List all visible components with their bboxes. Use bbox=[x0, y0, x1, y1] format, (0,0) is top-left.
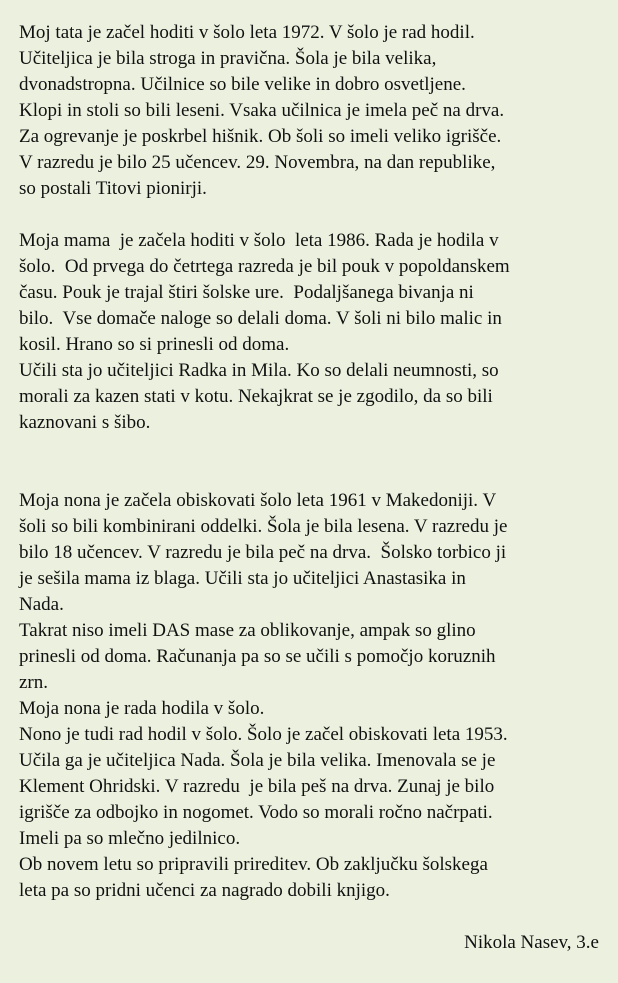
text-line: Takrat niso imeli DAS mase za oblikovanje, ampak so glino bbox=[19, 620, 476, 641]
paragraph-gap bbox=[19, 436, 601, 488]
text-line: je sešila mama iz blaga. Učili sta jo učiteljici Anastasika in bbox=[19, 568, 466, 589]
paragraph-gap bbox=[19, 202, 601, 228]
paragraph-mother bbox=[19, 228, 601, 436]
document-body bbox=[19, 20, 601, 904]
text-line: času. Pouk je trajal štiri šolske ure. Podaljšanega bivanja ni bbox=[19, 282, 474, 303]
text-line: šolo. Od prvega do četrtega razreda je bil pouk v popoldanskem bbox=[19, 256, 510, 277]
text-line: prinesli od doma. Računanja pa so se učili s pomočjo koruznih bbox=[19, 646, 496, 667]
text-line: Imeli pa so mlečno jedilnico. bbox=[19, 828, 241, 849]
text-line: Moja mama je začela hoditi v šolo leta 1986. Rada je hodila v bbox=[19, 230, 499, 251]
text-line: Klopi in stoli so bili leseni. Vsaka učilnica je imela peč na drva. bbox=[19, 100, 505, 121]
text-line: dvonadstropna. Učilnice so bile velike in dobro osvetljene. bbox=[19, 74, 466, 95]
text-line: šoli so bili kombinirani oddelki. Šola je bila lesena. V razredu je bbox=[19, 516, 508, 537]
text-line: zrn. bbox=[19, 672, 49, 693]
text-line: kaznovani s šibo. bbox=[19, 412, 151, 433]
text-line: Moja nona je začela obiskovati šolo leta 1961 v Makedoniji. V bbox=[19, 490, 497, 511]
text-line: V razredu je bilo 25 učencev. 29. Novembra, na dan republike, bbox=[19, 152, 496, 173]
text-line: igrišče za odbojko in nogomet. Vodo so morali ročno načrpati. bbox=[19, 802, 493, 823]
author-signature: Nikola Nasev, 3.e bbox=[464, 932, 599, 953]
text-line: Učila ga je učiteljica Nada. Šola je bila velika. Imenovala se je bbox=[19, 750, 496, 771]
text-line: so postali Titovi pionirji. bbox=[19, 178, 207, 199]
text-line: Učili sta jo učiteljici Radka in Mila. Ko so delali neumnosti, so bbox=[19, 360, 499, 381]
text-line: kosil. Hrano so si prinesli od doma. bbox=[19, 334, 290, 355]
text-line: Učiteljica je bila stroga in pravična. Šola je bila velika, bbox=[19, 48, 437, 69]
text-line: leta pa so pridni učenci za nagrado dobili knjigo. bbox=[19, 880, 390, 901]
paragraph-father bbox=[19, 20, 601, 202]
text-line: Za ogrevanje je poskrbel hišnik. Ob šoli so imeli veliko igrišče. bbox=[19, 126, 502, 147]
text-line: Moja nona je rada hodila v šolo. bbox=[19, 698, 265, 719]
text-line: Nono je tudi rad hodil v šolo. Šolo je začel obiskovati leta 1953. bbox=[19, 724, 508, 745]
text-line: bilo. Vse domače naloge so delali doma. V šoli ni bilo malic in bbox=[19, 308, 502, 329]
text-line: morali za kazen stati v kotu. Nekajkrat se je zgodilo, da so bili bbox=[19, 386, 493, 407]
text-line: Nada. bbox=[19, 594, 64, 615]
paragraph-grandparents bbox=[19, 488, 601, 904]
text-line: Moj tata je začel hoditi v šolo leta 1972. V šolo je rad hodil. bbox=[19, 22, 475, 43]
text-line: Ob novem letu so pripravili prireditev. Ob zaključku šolskega bbox=[19, 854, 488, 875]
text-line: Klement Ohridski. V razredu je bila peš na drva. Zunaj je bilo bbox=[19, 776, 495, 797]
text-line: bilo 18 učencev. V razredu je bila peč na drva. Šolsko torbico ji bbox=[19, 542, 507, 563]
